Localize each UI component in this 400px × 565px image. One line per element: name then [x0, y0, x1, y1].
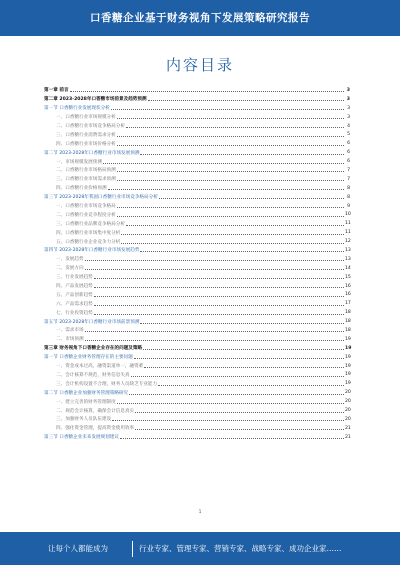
toc-entry-page: 9 [347, 203, 350, 209]
toc-leader-dots [94, 287, 344, 288]
toc-entry-title: 三、口香糖行业市场需求预测 [56, 177, 116, 183]
toc-leader-dots [117, 216, 344, 217]
toc-entry-title: 一、口香糖行业市场竞争格局 [56, 204, 116, 210]
toc-entry-page: 19 [345, 381, 351, 387]
toc-entry-title: 第一节 口香糖行业发展现状分析 [44, 106, 110, 112]
toc-entry[interactable] [44, 86, 350, 95]
toc-entry[interactable] [44, 130, 350, 139]
toc-entry[interactable] [44, 406, 350, 415]
toc-leader-dots [85, 260, 344, 261]
toc-leader-dots [140, 323, 344, 324]
toc-entry-title: 四、产品发展趋势 [56, 284, 93, 290]
toc-entry[interactable] [44, 157, 350, 166]
table-of-contents [44, 86, 350, 442]
toc-entry-page: 19 [345, 372, 351, 378]
toc-entry[interactable] [44, 104, 350, 113]
toc-leader-dots [121, 243, 344, 244]
toc-entry-page: 17 [345, 301, 351, 307]
toc-entry-title: 二、发展方向 [56, 266, 84, 272]
toc-leader-dots [159, 198, 344, 199]
toc-entry[interactable] [44, 397, 350, 406]
toc-entry[interactable] [44, 122, 350, 131]
page-number: 1 [198, 510, 202, 515]
toc-entry-page: 3 [346, 96, 350, 102]
toc-entry-page: 18 [345, 319, 351, 325]
toc-entry[interactable] [44, 326, 350, 335]
toc-entry-title: 一、口香糖行业市场规模分析 [56, 115, 116, 121]
toc-entry[interactable] [44, 166, 350, 175]
toc-entry[interactable] [44, 175, 350, 184]
toc-entry-title: 四、口香糖行业市场价格分析 [56, 141, 116, 147]
toc-leader-dots [144, 367, 344, 368]
toc-entry-title: 一、资金成本过高，融资渠道单一，融资难 [56, 364, 144, 370]
toc-entry-title: 第二节 口香糖企业加强财务管理策略研究 [44, 390, 129, 396]
toc-entry-page: 8 [347, 185, 350, 191]
toc-entry-page: 18 [345, 327, 351, 333]
toc-entry-title: 第一节 口香糖企业财务管理存在的主要问题 [44, 355, 133, 361]
toc-entry-title: 第四节 2023-2028年口香糖行业市场发展趋势 [44, 248, 140, 254]
toc-entry-page: 4 [347, 123, 350, 129]
toc-entry-title: 五、产品创新趋势 [56, 292, 93, 298]
toc-entry-page: 20 [345, 390, 351, 396]
toc-entry-page: 21 [345, 434, 351, 440]
toc-leader-dots [140, 154, 344, 155]
toc-entry[interactable] [44, 113, 350, 122]
toc-entry[interactable] [44, 210, 350, 219]
footer-divider [132, 541, 133, 557]
footer-banner [0, 532, 400, 565]
toc-entry-page: 6 [347, 141, 350, 147]
toc-entry-page: 19 [345, 354, 351, 360]
toc-entry-title: 一、发展趋势 [56, 257, 84, 263]
toc-leader-dots [134, 358, 344, 359]
toc-entry[interactable] [44, 184, 350, 193]
toc-entry-page: 7 [347, 167, 350, 173]
toc-entry[interactable] [44, 95, 350, 104]
toc-entry[interactable] [44, 344, 350, 353]
toc-leader-dots [85, 269, 344, 270]
toc-leader-dots [112, 420, 344, 421]
toc-entry-page: 8 [347, 194, 350, 200]
toc-leader-dots [103, 163, 344, 164]
toc-leader-dots [94, 314, 344, 315]
toc-entry-title: 一、市场规模发展预测 [56, 159, 102, 165]
toc-entry-title: 二、会计核算不规范，财务信息失真 [56, 372, 130, 378]
toc-leader-dots [117, 171, 344, 172]
toc-entry-title: 七、行业投资趋势 [56, 310, 93, 316]
toc-leader-dots [131, 376, 344, 377]
toc-entry-title: 五、口香糖行业企业竞争力分析 [56, 239, 121, 245]
toc-entry[interactable] [44, 388, 350, 397]
toc-entry-title: 第五节 2023-2028年口香糖行业市场前景预测 [44, 319, 140, 325]
toc-leader-dots [117, 145, 344, 146]
toc-entry-page: 13 [345, 256, 351, 262]
toc-leader-dots [135, 429, 344, 430]
toc-entry-title: 四、强化资金管理，提高资金使用效率 [56, 426, 135, 432]
toc-leader-dots [126, 127, 344, 128]
toc-entry[interactable] [44, 299, 350, 308]
toc-entry-title: 二、规范会计核算，确保会计信息真实 [56, 408, 135, 414]
toc-entry-title: 三、会计机构设置不合理，财务人员缺乏专业能力 [56, 381, 158, 387]
toc-entry[interactable] [44, 371, 350, 380]
toc-entry-page: 14 [345, 265, 351, 271]
toc-entry[interactable] [44, 424, 350, 433]
toc-entry[interactable] [44, 202, 350, 211]
toc-entry[interactable] [44, 148, 350, 157]
toc-leader-dots [85, 340, 344, 341]
toc-entry-page: 3 [346, 87, 350, 93]
toc-entry-title: 一、需求市场 [56, 328, 84, 334]
toc-heading: 内容目录 [165, 56, 234, 74]
toc-leader-dots [158, 385, 344, 386]
toc-entry-page: 6 [347, 159, 350, 165]
toc-leader-dots [117, 207, 344, 208]
toc-entry-page: 3 [347, 105, 350, 111]
toc-leader-dots [94, 278, 344, 279]
toc-entry-page: 10 [345, 212, 351, 218]
toc-leader-dots [111, 109, 344, 110]
header-banner [0, 0, 400, 36]
toc-entry[interactable] [44, 353, 350, 362]
toc-entry-title: 三、加强财务人员队伍建设 [56, 417, 112, 423]
toc-entry-title: 六、产品需求趋势 [56, 301, 93, 307]
toc-entry[interactable] [44, 237, 350, 246]
toc-entry-page: 19 [345, 345, 352, 351]
toc-entry-page: 12 [345, 239, 351, 245]
toc-entry-page: 3 [347, 114, 350, 120]
toc-entry[interactable] [44, 308, 350, 317]
toc-entry-title: 第三节 2023-2028年我国口香糖行业市场竞争格局分析 [44, 195, 158, 201]
toc-entry[interactable] [44, 335, 350, 344]
footer-tagline: 行业专家、管理专家、营销专家、战略专家、成功企业家…… [139, 544, 342, 553]
toc-entry-title: 二、口香糖行业竞争程度分析 [56, 212, 116, 218]
toc-leader-dots [117, 403, 344, 404]
toc-entry-title: 二、口香糖行业市场格局预测 [56, 168, 116, 174]
toc-leader-dots [117, 180, 344, 181]
toc-leader-dots [143, 349, 344, 350]
toc-leader-dots [117, 136, 344, 137]
toc-entry[interactable] [44, 255, 350, 264]
toc-entry-title: 第二节 2023-2028年口香糖行业市场发展预测 [44, 150, 140, 156]
toc-leader-dots [126, 225, 344, 226]
toc-entry[interactable] [44, 273, 350, 282]
toc-entry[interactable] [44, 246, 350, 255]
toc-leader-dots [117, 118, 344, 119]
toc-entry-title: 四、口香糖行业价格预测 [56, 186, 107, 192]
footer-brand: 让每个人都能成为 [48, 544, 108, 553]
toc-entry-page: 21 [345, 425, 351, 431]
toc-entry-title: 四、口香糖行业市场集中度分析 [56, 230, 121, 236]
toc-entry[interactable] [44, 228, 350, 237]
toc-entry[interactable] [44, 317, 350, 326]
toc-leader-dots [70, 91, 344, 92]
toc-entry[interactable] [44, 415, 350, 424]
toc-leader-dots [94, 305, 344, 306]
toc-entry-page: 18 [345, 310, 351, 316]
toc-entry-page: 7 [347, 176, 350, 182]
toc-leader-dots [121, 234, 344, 235]
toc-leader-dots [135, 412, 344, 413]
toc-entry-title: 第二章 2023-2028年口香糖市场前景及趋势预测 [44, 97, 147, 103]
toc-entry-page: 19 [345, 336, 351, 342]
toc-entry-title: 第三章 财务视角下口香糖企业存在的问题及策略 [44, 346, 143, 352]
toc-entry-page: 11 [345, 230, 351, 236]
toc-entry-title: 第一章 前言 [44, 88, 69, 94]
toc-entry[interactable] [44, 193, 350, 202]
toc-entry[interactable] [44, 433, 350, 442]
toc-leader-dots [94, 296, 344, 297]
toc-leader-dots [140, 251, 344, 252]
toc-entry[interactable] [44, 290, 350, 299]
toc-leader-dots [129, 394, 344, 395]
toc-entry-page: 20 [345, 399, 351, 405]
toc-entry-title: 第三节 口香糖企业未来发展规划建议 [44, 435, 119, 441]
toc-entry-page: 16 [345, 292, 351, 298]
report-title: 口香糖企业基于财务视角下发展策略研究报告 [90, 12, 310, 24]
toc-entry[interactable] [44, 219, 350, 228]
toc-entry-page: 19 [345, 363, 351, 369]
toc-entry-page: 6 [347, 150, 350, 156]
toc-entry-title: 一、建立完善的财务管理制度 [56, 399, 116, 405]
toc-entry[interactable] [44, 379, 350, 388]
toc-entry-title: 三、行业发展趋势 [56, 275, 93, 281]
toc-entry-page: 20 [345, 408, 351, 413]
toc-entry-title: 二、口香糖行业市场竞争格局分析 [56, 124, 125, 129]
toc-entry-title: 三、口香糖行业消费需求分析 [56, 132, 116, 138]
toc-leader-dots [148, 100, 344, 101]
toc-entry[interactable] [44, 282, 350, 291]
toc-entry-title: 三、口香糖行业品牌竞争格局分析 [56, 221, 125, 227]
toc-entry[interactable] [44, 139, 350, 148]
toc-entry-page: 16 [345, 283, 351, 289]
toc-leader-dots [120, 438, 344, 439]
toc-entry-page: 13 [345, 247, 351, 253]
toc-entry[interactable] [44, 362, 350, 371]
toc-leader-dots [85, 331, 344, 332]
toc-entry-page: 11 [345, 221, 351, 227]
toc-entry[interactable] [44, 264, 350, 273]
toc-entry-page: 5 [347, 132, 350, 138]
toc-entry-page: 20 [345, 416, 351, 422]
toc-entry-page: 15 [345, 274, 351, 280]
toc-leader-dots [108, 189, 344, 190]
toc-entry-title: 二、市场预测 [56, 337, 84, 343]
